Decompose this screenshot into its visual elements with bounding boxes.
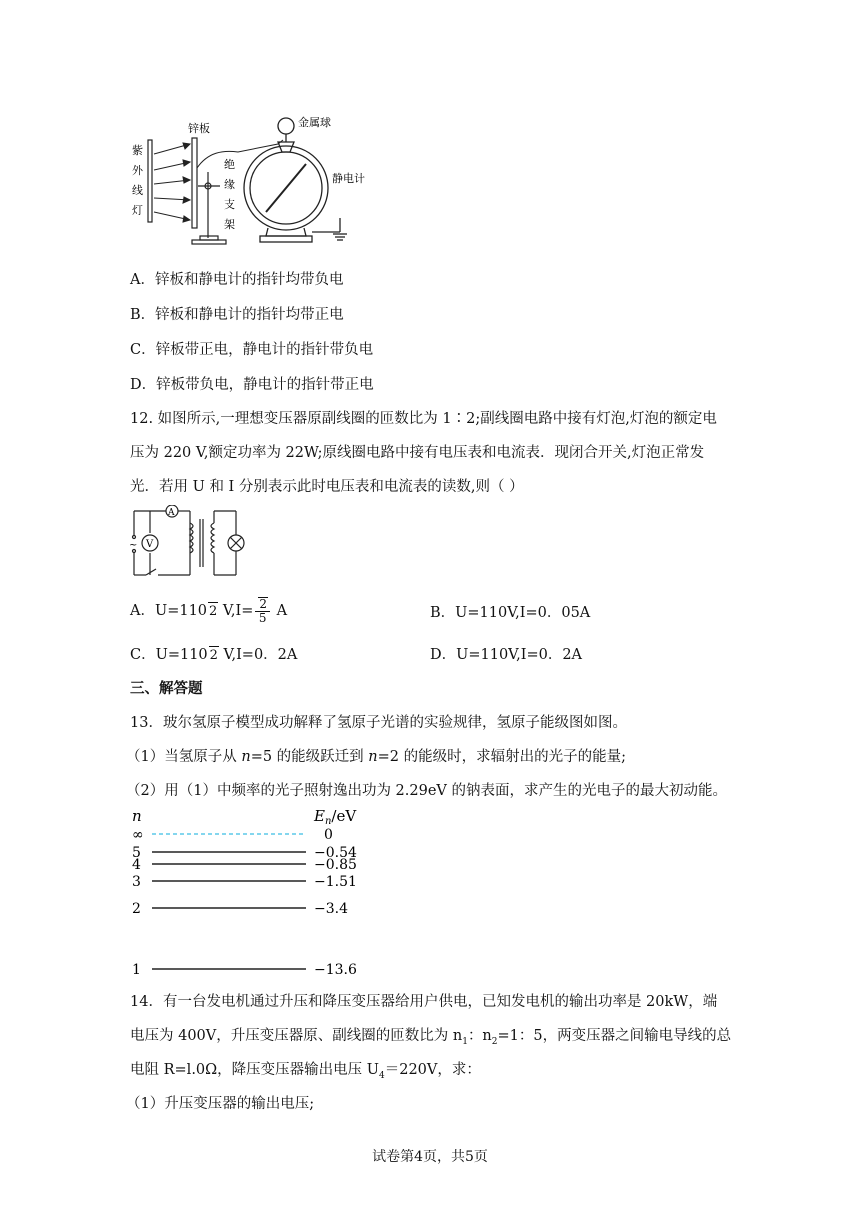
q13-intro: 13．玻尔氢原子模型成功解释了氢原子光谱的实验规律，氢原子能级图如图。 [130, 715, 627, 731]
q12-option-d: D．U=110V,I=0．2A [430, 647, 583, 663]
lamp-label-2: 外 [132, 164, 143, 177]
meter-label: 静电计 [332, 172, 365, 185]
ac-source-label: ~ [129, 540, 138, 551]
uv-lamp [148, 140, 152, 222]
q11-option-a: A．锌板和静电计的指针均带负电 [130, 272, 344, 288]
q12-option-b: B．U=110V,I=0．05A [430, 605, 591, 621]
q14-line-2: 电压为 400V，升压变压器原、副线圈的匝数比为 $n_1$：$n_2=1$：5，两变压器之间输电导线的总 [130, 1028, 732, 1047]
q14-line-3: 电阻 R=l.0Ω，降压变压器输出电压 $U_4=220V$，求： [130, 1062, 481, 1081]
ammeter-label: A [168, 508, 175, 518]
energy-level-value: −1.51 [314, 874, 357, 890]
energy-level-n: 3 [132, 874, 141, 890]
lamp-label-4: 灯 [132, 204, 143, 217]
energy-level-value: −13.6 [314, 962, 357, 978]
energy-level-n: 1 [132, 962, 141, 978]
q14-part-1: （1）升压变压器的输出电压; [126, 1096, 315, 1112]
energy-level-n: ∞ [132, 827, 144, 843]
connecting-wire [197, 140, 283, 168]
q11-option-b: B．锌板和静电计的指针均带正电 [130, 307, 344, 323]
support-label-1: 绝 [224, 158, 235, 171]
energy-level-n: 2 [132, 901, 141, 917]
q13-part-1: （1）当氢原子从 n=5 的能级跃迁到 n=2 的能级时，求辐射出的光子的能量; [126, 749, 626, 765]
page-footer: 试卷第4页，共5页 [372, 1149, 488, 1165]
q12-option-a-fraction: $\frac{2}{5}$ [255, 597, 270, 625]
voltmeter-label: V [146, 539, 154, 550]
q11-option-d: D．锌板带负电，静电计的指针带正电 [130, 377, 374, 393]
energy-level-value: −0.85 [314, 857, 357, 873]
q13-part-2: （2）用（1）中频率的光子照射逸出功为 2.29eV 的钠表面，求产生的光电子的最大初动能。 [126, 783, 728, 799]
energy-level-value: −3.4 [314, 901, 348, 917]
section-heading: 三、解答题 [130, 680, 203, 697]
zinc-plate [192, 138, 197, 228]
support-label-4: 架 [224, 218, 235, 231]
zinc-label: 锌板 [188, 122, 210, 135]
transformer-circuit [126, 505, 252, 581]
support-label-3: 支 [224, 198, 235, 211]
energy-level-value: 0 [324, 827, 333, 843]
q12-stem-line-2: 压为 220 V,额定功率为 22W;原线圈电路中接有电压表和电流表．现闭合开关,灯泡正常发 [130, 445, 705, 461]
q12-stem-line-3: 光．若用 U 和 I 分别表示此时电压表和电流表的读数,则（ ） [130, 479, 524, 495]
energy-levels [132, 827, 357, 978]
uv-rays [154, 143, 190, 222]
energy-level-n: 4 [132, 857, 141, 873]
lamp-label-3: 线 [132, 184, 143, 197]
support-label-2: 缘 [224, 178, 235, 191]
q11-option-c: C．锌板带正电，静电计的指针带负电 [130, 342, 374, 358]
q12-stem-line-1: 12. 如图所示,一理想变压器原副线圈的匝数比为 1∶2;副线圈电路中接有灯泡,灯泡的额定电 [130, 411, 717, 427]
e-axis-label: $E_n/eV$ [314, 807, 357, 827]
energy-level-value: −0.54 [314, 845, 357, 861]
q12-option-c: C．U=110 2 V,I=0．2A [130, 647, 298, 663]
energy-level-diagram [128, 805, 378, 980]
energy-level-n: 5 [132, 845, 141, 861]
photoelectric-figure [128, 112, 368, 250]
ball-label: 金属球 [298, 116, 331, 129]
n-axis-label: n [132, 807, 142, 825]
lamp-label-1: 紫 [132, 144, 143, 157]
q12-option-a: A．U=110 2 V,I= $\frac{2}{5}$ A [130, 597, 288, 625]
q14-line-1: 14．有一台发电机通过升压和降压变压器给用户供电，已知发电机的输出功率是 20kW，端 [130, 994, 718, 1010]
